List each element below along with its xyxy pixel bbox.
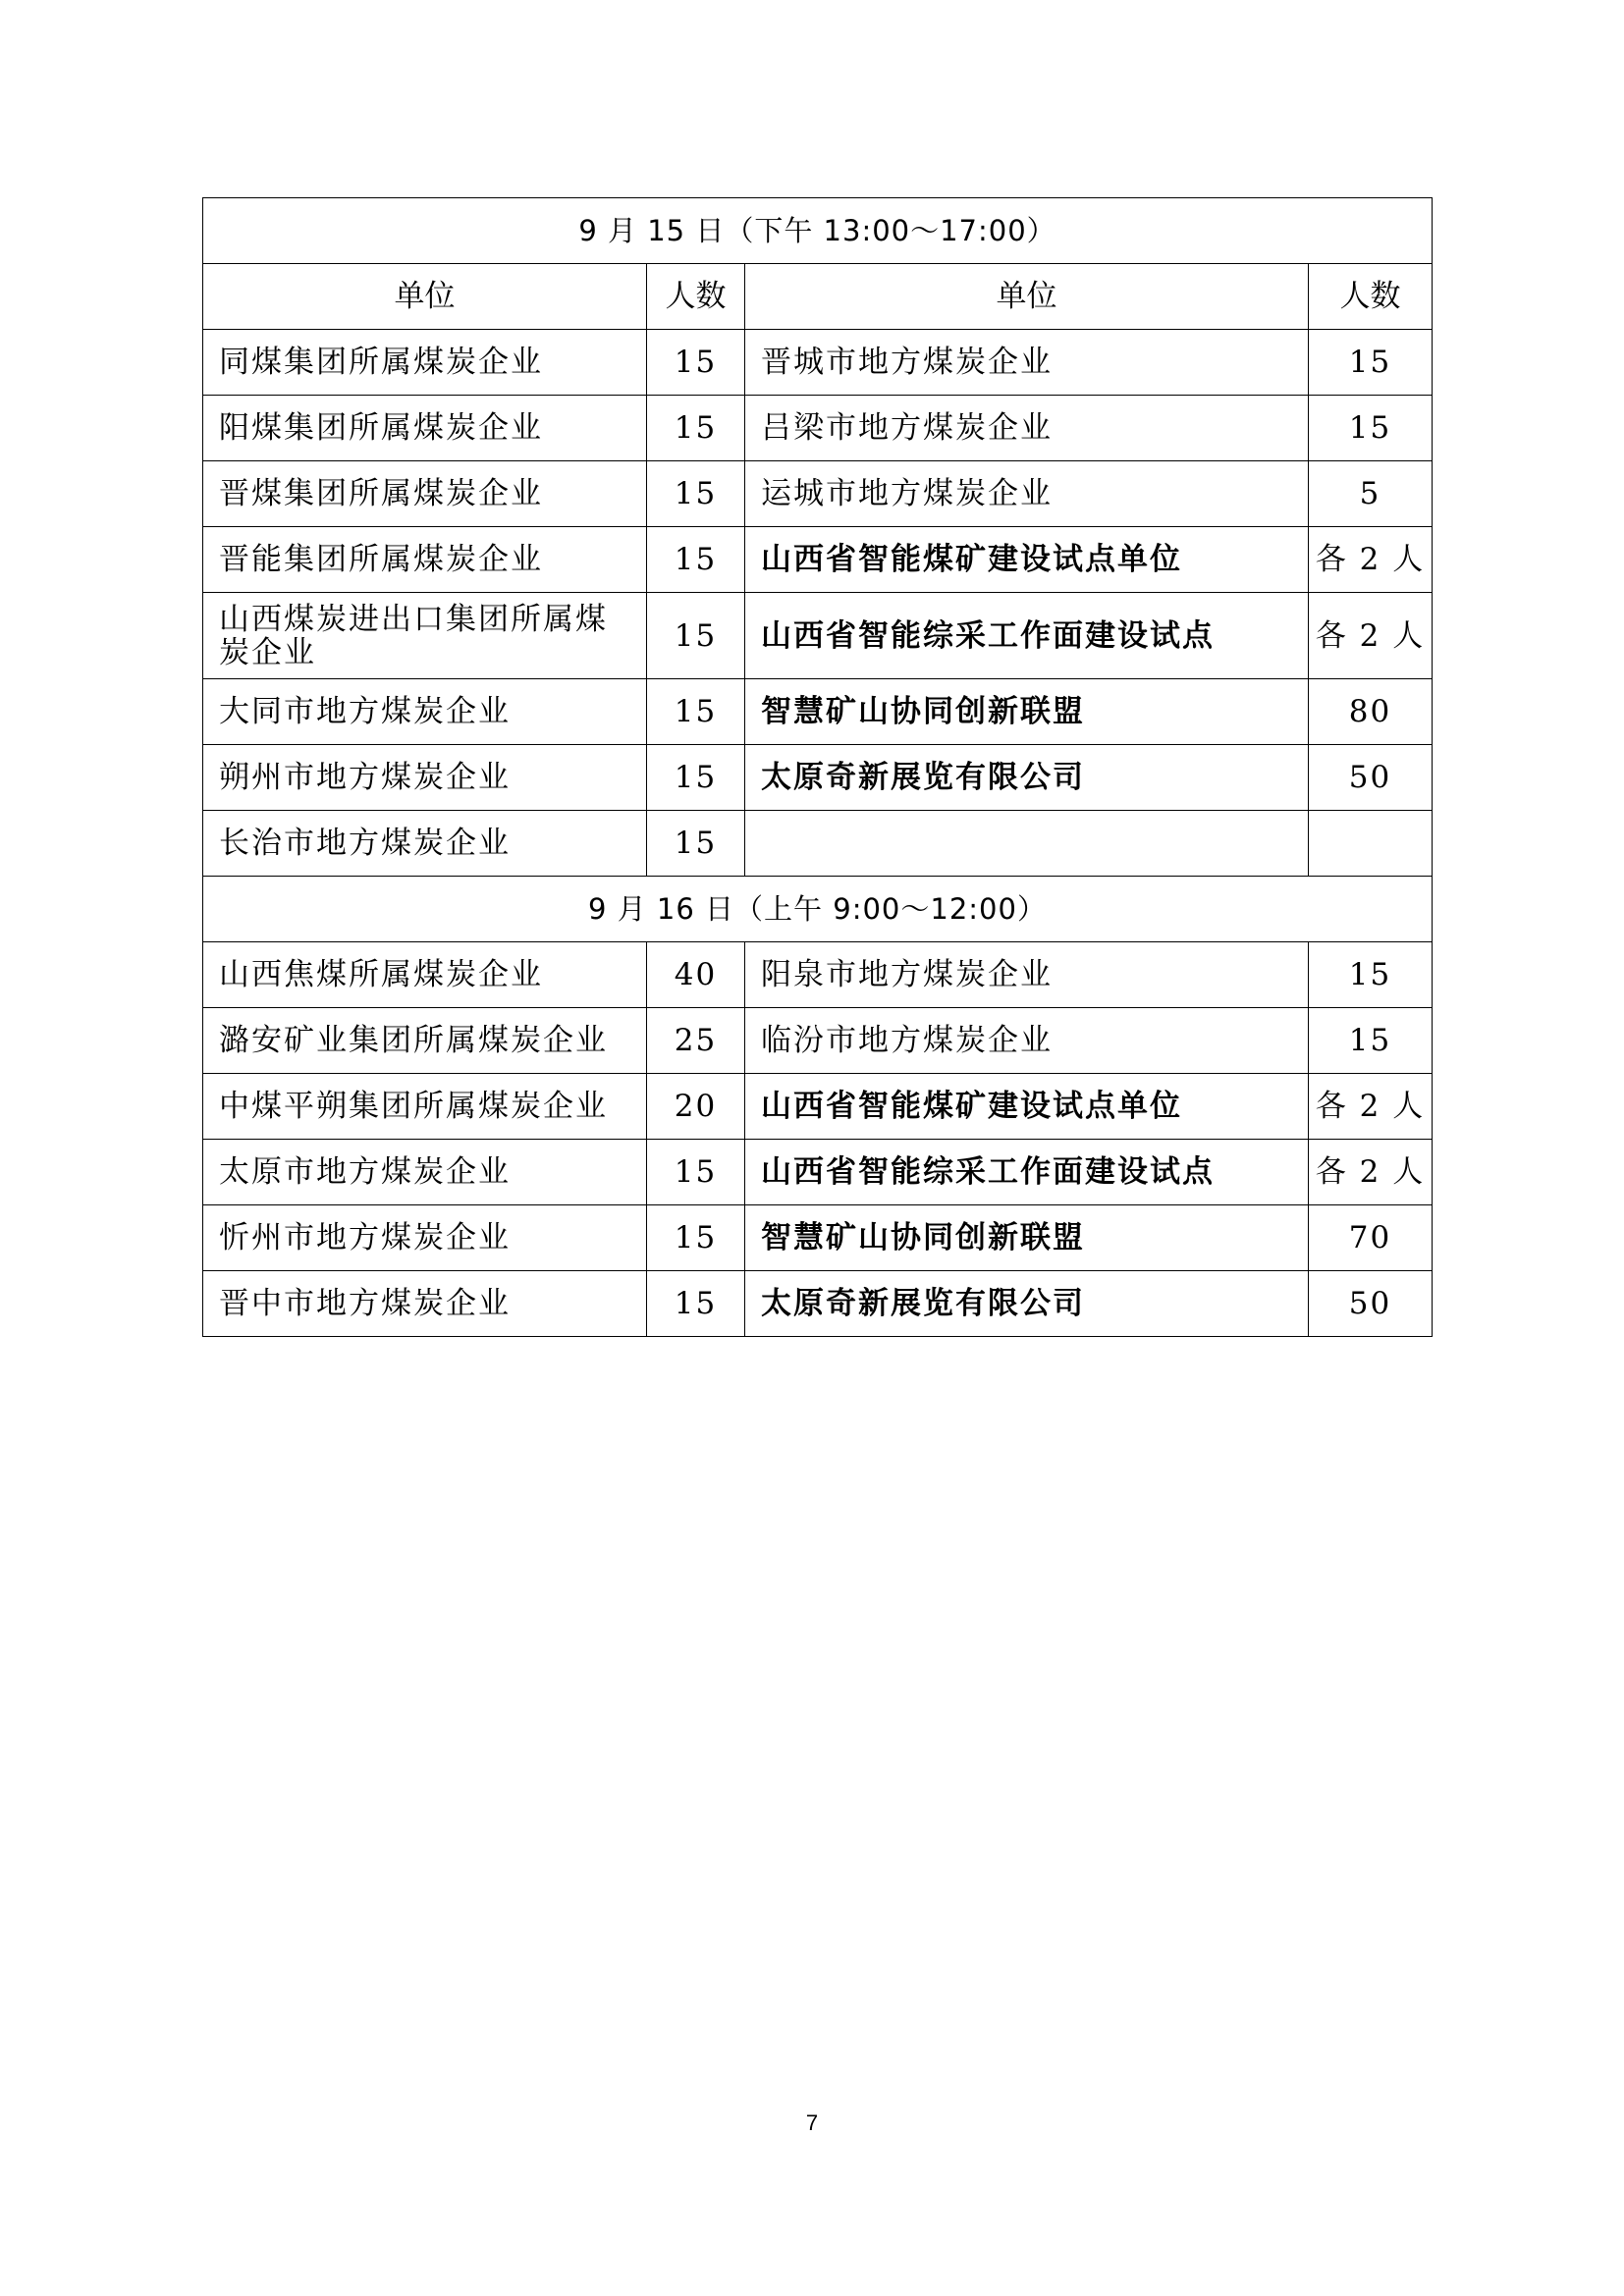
left-count-cell: 15 (647, 679, 745, 745)
right-unit-cell: 吕梁市地方煤炭企业 (745, 396, 1309, 461)
page-number: 7 (805, 2110, 819, 2135)
table-row (203, 745, 1433, 811)
table-row (203, 1074, 1433, 1140)
right-unit-cell: 临汾市地方煤炭企业 (745, 1008, 1309, 1074)
right-count-cell: 70 (1309, 1205, 1433, 1271)
schedule-table (202, 197, 1433, 1337)
right-count-cell: 15 (1309, 330, 1433, 396)
right-unit-cell: 山西省智能综采工作面建设试点 (745, 593, 1309, 679)
header-count-left: 人数 (647, 264, 745, 330)
left-count-cell: 15 (647, 811, 745, 877)
right-unit-cell: 太原奇新展览有限公司 (745, 745, 1309, 811)
header-count-right: 人数 (1309, 264, 1433, 330)
table-row (203, 942, 1433, 1008)
left-unit-cell: 长治市地方煤炭企业 (203, 811, 647, 877)
left-unit-cell: 同煤集团所属煤炭企业 (203, 330, 647, 396)
schedule-table-body (203, 198, 1433, 1337)
left-count-cell: 15 (647, 1271, 745, 1337)
header-row (203, 264, 1433, 330)
left-unit-cell: 晋中市地方煤炭企业 (203, 1271, 647, 1337)
section-title-row (203, 877, 1433, 942)
left-count-cell: 15 (647, 1140, 745, 1205)
right-count-cell (1309, 811, 1433, 877)
section-title-row (203, 198, 1433, 264)
table-row (203, 1140, 1433, 1205)
left-unit-cell: 阳煤集团所属煤炭企业 (203, 396, 647, 461)
right-count-cell: 5 (1309, 461, 1433, 527)
right-unit-cell: 智慧矿山协同创新联盟 (745, 1205, 1309, 1271)
table-row (203, 1271, 1433, 1337)
left-unit-cell: 山西煤炭进出口集团所属煤炭企业 (203, 593, 647, 679)
section-title: 9 月 16 日（上午 9:00～12:00） (203, 877, 1433, 942)
left-unit-cell: 朔州市地方煤炭企业 (203, 745, 647, 811)
table-row (203, 679, 1433, 745)
table-row (203, 1008, 1433, 1074)
right-count-cell: 15 (1309, 396, 1433, 461)
right-unit-cell: 运城市地方煤炭企业 (745, 461, 1309, 527)
right-count-cell: 各 2 人 (1309, 593, 1433, 679)
right-unit-cell (745, 811, 1309, 877)
right-count-cell: 各 2 人 (1309, 1074, 1433, 1140)
left-count-cell: 15 (647, 1205, 745, 1271)
left-count-cell: 20 (647, 1074, 745, 1140)
right-unit-cell: 山西省智能综采工作面建设试点 (745, 1140, 1309, 1205)
right-count-cell: 15 (1309, 942, 1433, 1008)
left-unit-cell: 晋煤集团所属煤炭企业 (203, 461, 647, 527)
right-unit-cell: 晋城市地方煤炭企业 (745, 330, 1309, 396)
table-row (203, 461, 1433, 527)
right-count-cell: 50 (1309, 745, 1433, 811)
header-unit-right: 单位 (745, 264, 1309, 330)
table-row (203, 1205, 1433, 1271)
right-unit-cell: 太原奇新展览有限公司 (745, 1271, 1309, 1337)
left-unit-cell: 山西焦煤所属煤炭企业 (203, 942, 647, 1008)
left-unit-cell: 中煤平朔集团所属煤炭企业 (203, 1074, 647, 1140)
table-row (203, 396, 1433, 461)
right-unit-cell: 山西省智能煤矿建设试点单位 (745, 527, 1309, 593)
right-count-cell: 各 2 人 (1309, 527, 1433, 593)
right-unit-cell: 智慧矿山协同创新联盟 (745, 679, 1309, 745)
right-unit-cell: 阳泉市地方煤炭企业 (745, 942, 1309, 1008)
header-unit-left: 单位 (203, 264, 647, 330)
right-count-cell: 80 (1309, 679, 1433, 745)
section-title: 9 月 15 日（下午 13:00～17:00） (203, 198, 1433, 264)
left-count-cell: 15 (647, 745, 745, 811)
left-count-cell: 15 (647, 593, 745, 679)
table-row (203, 593, 1433, 679)
left-unit-cell: 忻州市地方煤炭企业 (203, 1205, 647, 1271)
left-count-cell: 40 (647, 942, 745, 1008)
table-row (203, 527, 1433, 593)
left-unit-cell: 大同市地方煤炭企业 (203, 679, 647, 745)
left-count-cell: 15 (647, 330, 745, 396)
right-unit-cell: 山西省智能煤矿建设试点单位 (745, 1074, 1309, 1140)
left-unit-cell: 太原市地方煤炭企业 (203, 1140, 647, 1205)
table-row (203, 330, 1433, 396)
left-unit-cell: 晋能集团所属煤炭企业 (203, 527, 647, 593)
left-count-cell: 15 (647, 396, 745, 461)
right-count-cell: 15 (1309, 1008, 1433, 1074)
left-unit-cell: 潞安矿业集团所属煤炭企业 (203, 1008, 647, 1074)
left-count-cell: 15 (647, 461, 745, 527)
left-count-cell: 25 (647, 1008, 745, 1074)
left-count-cell: 15 (647, 527, 745, 593)
right-count-cell: 50 (1309, 1271, 1433, 1337)
right-count-cell: 各 2 人 (1309, 1140, 1433, 1205)
table-row (203, 811, 1433, 877)
